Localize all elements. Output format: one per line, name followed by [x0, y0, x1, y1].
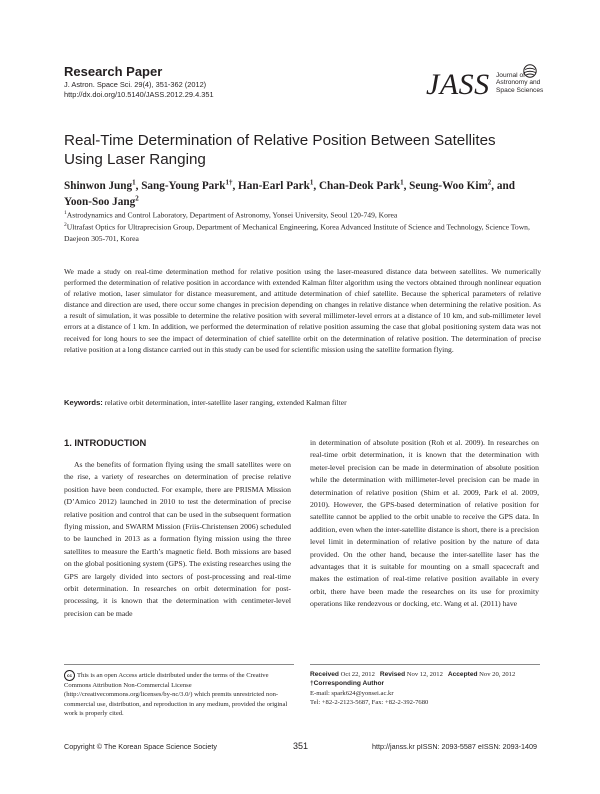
- doi-link[interactable]: http://dx.doi.org/10.5140/JASS.2012.29.4.351: [64, 90, 214, 99]
- author-name: Yoon-Soo Jang: [64, 196, 136, 208]
- paper-title: [64, 131, 544, 169]
- revised-label: Revised: [379, 671, 406, 678]
- author-separator: ,: [313, 180, 319, 192]
- keywords: [64, 397, 544, 408]
- author-separator: ,: [403, 180, 410, 192]
- author-name: Chan-Deok Park: [318, 180, 401, 192]
- author-affiliation-mark: 1: [132, 178, 136, 187]
- title-line: Real-Time Determination of Relative Position Between Satellites: [64, 132, 496, 149]
- author-separator: ,: [232, 180, 239, 192]
- author-list: [64, 178, 544, 210]
- article-dates: [310, 670, 540, 679]
- title-line: Using Laser Ranging: [64, 151, 206, 168]
- logo-subtitle: [496, 72, 556, 94]
- author-name: Shinwon Jung: [64, 180, 133, 192]
- license-note: [64, 670, 294, 719]
- footnote-divider: [310, 664, 540, 665]
- corresponding-phone: Tel: +82-2-2123-5687, Fax: +82-2-392-7680: [310, 699, 429, 707]
- footer-issn: http://janss.kr pISSN: 2093-5587 eISSN: 2093-1409: [372, 742, 538, 751]
- revised-date: Nov 12, 2012: [406, 671, 443, 678]
- logo-subtitle-line: Journal of: [496, 72, 525, 79]
- received-label: Received: [310, 671, 339, 678]
- affiliation-mark: 1: [64, 210, 67, 216]
- accepted-label: Accepted: [447, 671, 478, 678]
- affiliation-1: [64, 208, 544, 221]
- body-column-right: in determination of absolute position (Roh et al. 2009). In researches on real-time orbit determination, it is known that the determination with meter-level precision can be made in determination of absolute position while the determination with millimeter-level precision can be made in determination of relative position (Shim et al. 2009, Park el al. 2009, 2010). However, the GPS-based determination of relative position for satellite cannot be applied to the orbit unable to receive the GPS data. In addition, even when the inter-satellite distance is short, there is a precision level limit in determination of relative position by the nature of data provided. On the other hand, because the inter-satellite laser has the advantages that it is suitable for mounting on a small spacecraft and makes the estimation of real-time relative position available in every orbit, there have been made the researches on its use for proximity operations like rendezvous or docking, etc. Wang et al. (2011) have: [310, 438, 539, 609]
- corresponding-email[interactable]: E-mail: spark624@yonsei.ac.kr: [310, 689, 394, 697]
- author-affiliation-mark: 1†: [225, 178, 233, 187]
- accepted-date: Nov 20, 2012: [479, 671, 516, 678]
- author-affiliation-mark: 1: [309, 178, 314, 187]
- keywords-text: relative orbit determination, inter-satellite laser ranging, extended Kalman filter: [104, 398, 347, 407]
- citation: J. Astron. Space Sci. 29(4), 351-362 (2012): [64, 80, 207, 89]
- license-text: This is an open Access article distributed under the terms of the Creative Commons Attribution Non-Commercial License (http://creativecommons.org/licenses/by-nc/3.0/) which premits unrestricted non-commercial use, distribution, and reproduction in any medium, provided the original work is properly cited.: [64, 672, 288, 718]
- author-name: Seung-Woo Kim: [409, 180, 488, 192]
- keywords-label: Keywords:: [64, 398, 103, 407]
- footnote-divider: [64, 664, 294, 665]
- author-affiliation-mark: 2: [487, 178, 492, 187]
- affiliation-mark: 2: [64, 222, 67, 228]
- article-info: [310, 670, 540, 708]
- abstract: We made a study on real-time determination method for relative position using the laser-measured distance data between satellites. We numerically performed the determination of relative position in accordance with extended Kalman filter algorithm using the vectors obtained through nonlinear equation of relative motion, laser simulator for distance measurement, and attitude determination of chief satellite. Because the spherical parameters of relative distance and direction are used, there occur some changes in precision depending on changes in relative distance when determining the relative position. As a result of simulation, it was possible to determine the relative position with several millimeter-level errors at a distance of 10 km, and sub-millimeter level errors at a distance of 1 km. In addition, we performed the determination of relative position assuming the case that global positioning system data was not received for long hours to see the impact of determination of chief satellite orbit on the determination of relative position. The determination of precise relative position at a long distance carried out in this study can be used for scientific mission using the satellite formation flying.: [64, 267, 541, 354]
- journal-header: [64, 64, 364, 100]
- author-separator: ,: [135, 180, 142, 192]
- author-name: Sang-Young Park: [141, 180, 226, 192]
- logo-wordmark: JASS: [426, 68, 490, 101]
- logo-subtitle-line: Space Sciences: [496, 86, 544, 94]
- corresponding-author-label: †Corresponding Author: [310, 680, 385, 688]
- journal-logo: [426, 66, 546, 106]
- affiliation-2: [64, 220, 544, 244]
- affiliation-text: Ultrafast Optics for Ultraprecision Group, Department of Mechanical Engineering, Korea Advanced Institute of Science and Technology, Science Town, Daejeon 305-701, Korea: [64, 222, 530, 243]
- author-name: Han-Earl Park: [238, 180, 310, 192]
- logo-subtitle-line: Astronomy and: [496, 79, 541, 87]
- author-separator: , and: [491, 180, 515, 192]
- body-column-left: As the benefits of formation flying using the small satellites were on the rise, a variety of researches on determination of precise relative position have been conducted. For example, there are PRISMA Mission (D’Amico 2012) launched in 2010 to test the determination of precise relative position and control that can be used in the subsequent formation flying mission, and SWARM Mission (Friis-Christensen 2006) scheduled to be launched in 2013 as a formation flying mission using the three satellites to measure the Earth’s magnetic field. Both missions are based on the global positioning system (GPS). The existing researches using the GPS are largely divided into sectors of post-processing and real-time orbit determination. In researches on orbit determination for post-processing, it is known that the determination with centimeter-level precision can be made: [64, 460, 291, 618]
- received-date: Oct 22, 2012: [340, 671, 375, 678]
- author-affiliation-mark: 2: [135, 194, 139, 203]
- author-affiliation-mark: 1: [400, 178, 404, 187]
- footer-copyright: Copyright © The Korean Space Science Society: [64, 742, 217, 751]
- creative-commons-icon: cc: [64, 670, 75, 681]
- article-type-label: Research Paper: [64, 64, 163, 79]
- affiliation-text: Astrodynamics and Control Laboratory, Department of Astronomy, Yonsei University, Seoul 120-749, Korea: [66, 210, 398, 220]
- page-number: 351: [293, 741, 309, 751]
- section-heading: 1. INTRODUCTION: [64, 437, 147, 448]
